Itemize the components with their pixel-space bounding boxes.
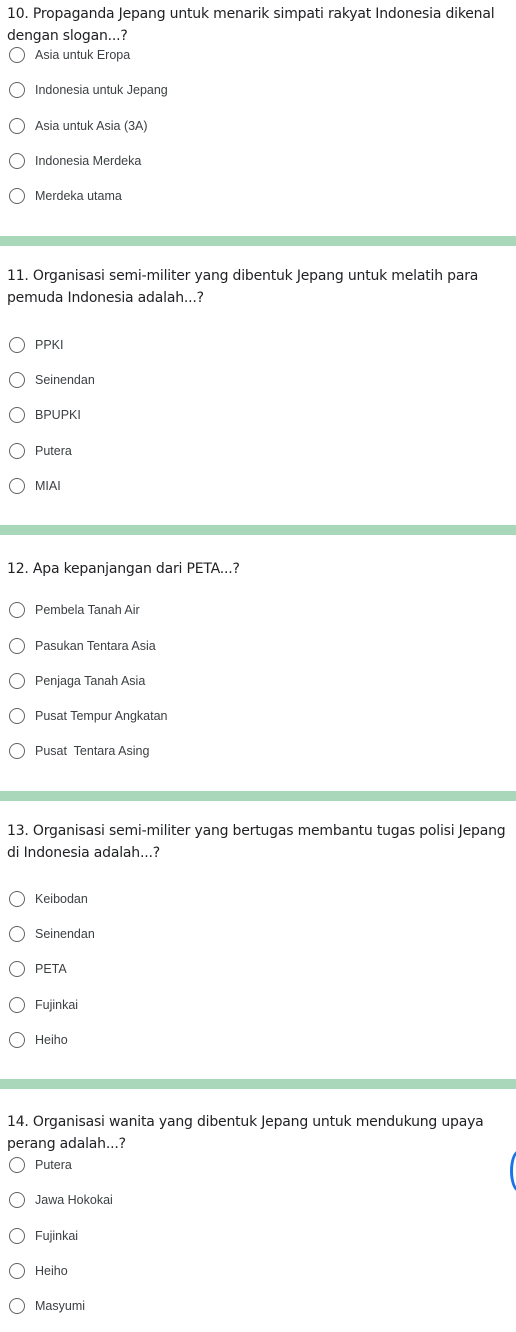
question-title: 10. Propaganda Jepang untuk menarik simpati rakyat Indonesia dikenal dengan slogan...? [7,6,495,44]
radio-button-icon[interactable] [9,1032,25,1048]
option-radio[interactable] [0,1259,68,1283]
question-title: 11. Organisasi semi-militer yang dibentuk Jepang untuk melatih para pemuda Indonesia adalah...? [7,268,479,306]
option-label: Indonesia untuk Jepang [35,83,168,97]
radio-button-icon[interactable] [9,708,25,724]
option-label: Putera [35,444,72,458]
section-divider [0,236,516,246]
option-radio[interactable] [0,598,140,622]
radio-button-icon[interactable] [9,743,25,759]
option-radio[interactable] [0,333,64,357]
option-label: Pusat Tentara Asing [35,744,150,758]
radio-button-icon[interactable] [9,997,25,1013]
option-label: Seinendan [35,373,95,387]
radio-button-icon[interactable] [9,926,25,942]
question-title: 12. Apa kepanjangan dari PETA...? [7,561,240,577]
section-divider [0,525,516,535]
option-label: Heiho [35,1033,68,1047]
option-radio[interactable] [0,78,168,102]
radio-button-icon[interactable] [9,443,25,459]
option-radio[interactable] [0,1028,68,1052]
option-label: Indonesia Merdeka [35,154,142,168]
radio-button-icon[interactable] [9,673,25,689]
option-radio[interactable] [0,993,78,1017]
option-radio[interactable] [0,43,130,67]
option-label: Keibodan [35,892,88,906]
option-label: Fujinkai [35,998,79,1012]
radio-button-icon[interactable] [9,478,25,494]
option-radio[interactable] [0,368,95,392]
section-divider [0,791,516,801]
option-radio[interactable] [0,1224,78,1248]
option-label: MIAI [35,479,61,493]
scroll-handle-icon[interactable] [510,1150,516,1192]
radio-button-icon[interactable] [9,118,25,134]
radio-button-icon[interactable] [9,1192,25,1208]
option-label: Heiho [35,1264,68,1278]
radio-button-icon[interactable] [9,1157,25,1173]
option-label: Fujinkai [35,1229,79,1243]
option-label: Jawa Hokokai [35,1193,113,1207]
option-radio[interactable] [0,114,148,138]
option-label: Pusat Tempur Angkatan [35,709,168,723]
radio-button-icon[interactable] [9,638,25,654]
radio-button-icon[interactable] [9,47,25,63]
option-radio[interactable] [0,887,88,911]
radio-button-icon[interactable] [9,188,25,204]
option-radio[interactable] [0,474,61,498]
radio-button-icon[interactable] [9,372,25,388]
option-radio[interactable] [0,439,72,463]
radio-button-icon[interactable] [9,1263,25,1279]
radio-button-icon[interactable] [9,961,25,977]
option-label: Masyumi [35,1299,86,1313]
radio-button-icon[interactable] [9,407,25,423]
radio-button-icon[interactable] [9,337,25,353]
option-label: Asia untuk Asia (3A) [35,119,148,133]
radio-button-icon[interactable] [9,1228,25,1244]
option-radio[interactable] [0,634,156,658]
option-radio[interactable] [0,184,122,208]
radio-button-icon[interactable] [9,602,25,618]
option-label: Asia untuk Eropa [35,48,131,62]
option-label: Penjaga Tanah Asia [35,674,146,688]
option-radio[interactable] [0,922,95,946]
option-radio[interactable] [0,1188,113,1212]
question-title: 14. Organisasi wanita yang dibentuk Jepang untuk mendukung upaya perang adalah...? [7,1114,484,1152]
option-radio[interactable] [0,149,141,173]
option-radio[interactable] [0,704,168,728]
option-radio[interactable] [0,1153,72,1177]
radio-button-icon[interactable] [9,891,25,907]
option-label: Putera [35,1158,72,1172]
option-radio[interactable] [0,403,81,427]
option-radio[interactable] [0,739,149,763]
radio-button-icon[interactable] [9,82,25,98]
section-divider [0,1079,516,1089]
option-label: Pasukan Tentara Asia [35,639,156,653]
option-label: Seinendan [35,927,95,941]
option-label: BPUPKI [35,408,81,422]
option-label: Pembela Tanah Air [35,603,140,617]
question-title: 13. Organisasi semi-militer yang bertugas membantu tugas polisi Jepang di Indonesia adalah...? [7,823,506,861]
option-radio[interactable] [0,1294,85,1318]
option-label: PETA [35,962,67,976]
option-radio[interactable] [0,669,145,693]
radio-button-icon[interactable] [9,1298,25,1314]
option-label: PPKI [35,338,64,352]
radio-button-icon[interactable] [9,153,25,169]
option-radio[interactable] [0,957,67,981]
option-label: Merdeka utama [35,189,122,203]
